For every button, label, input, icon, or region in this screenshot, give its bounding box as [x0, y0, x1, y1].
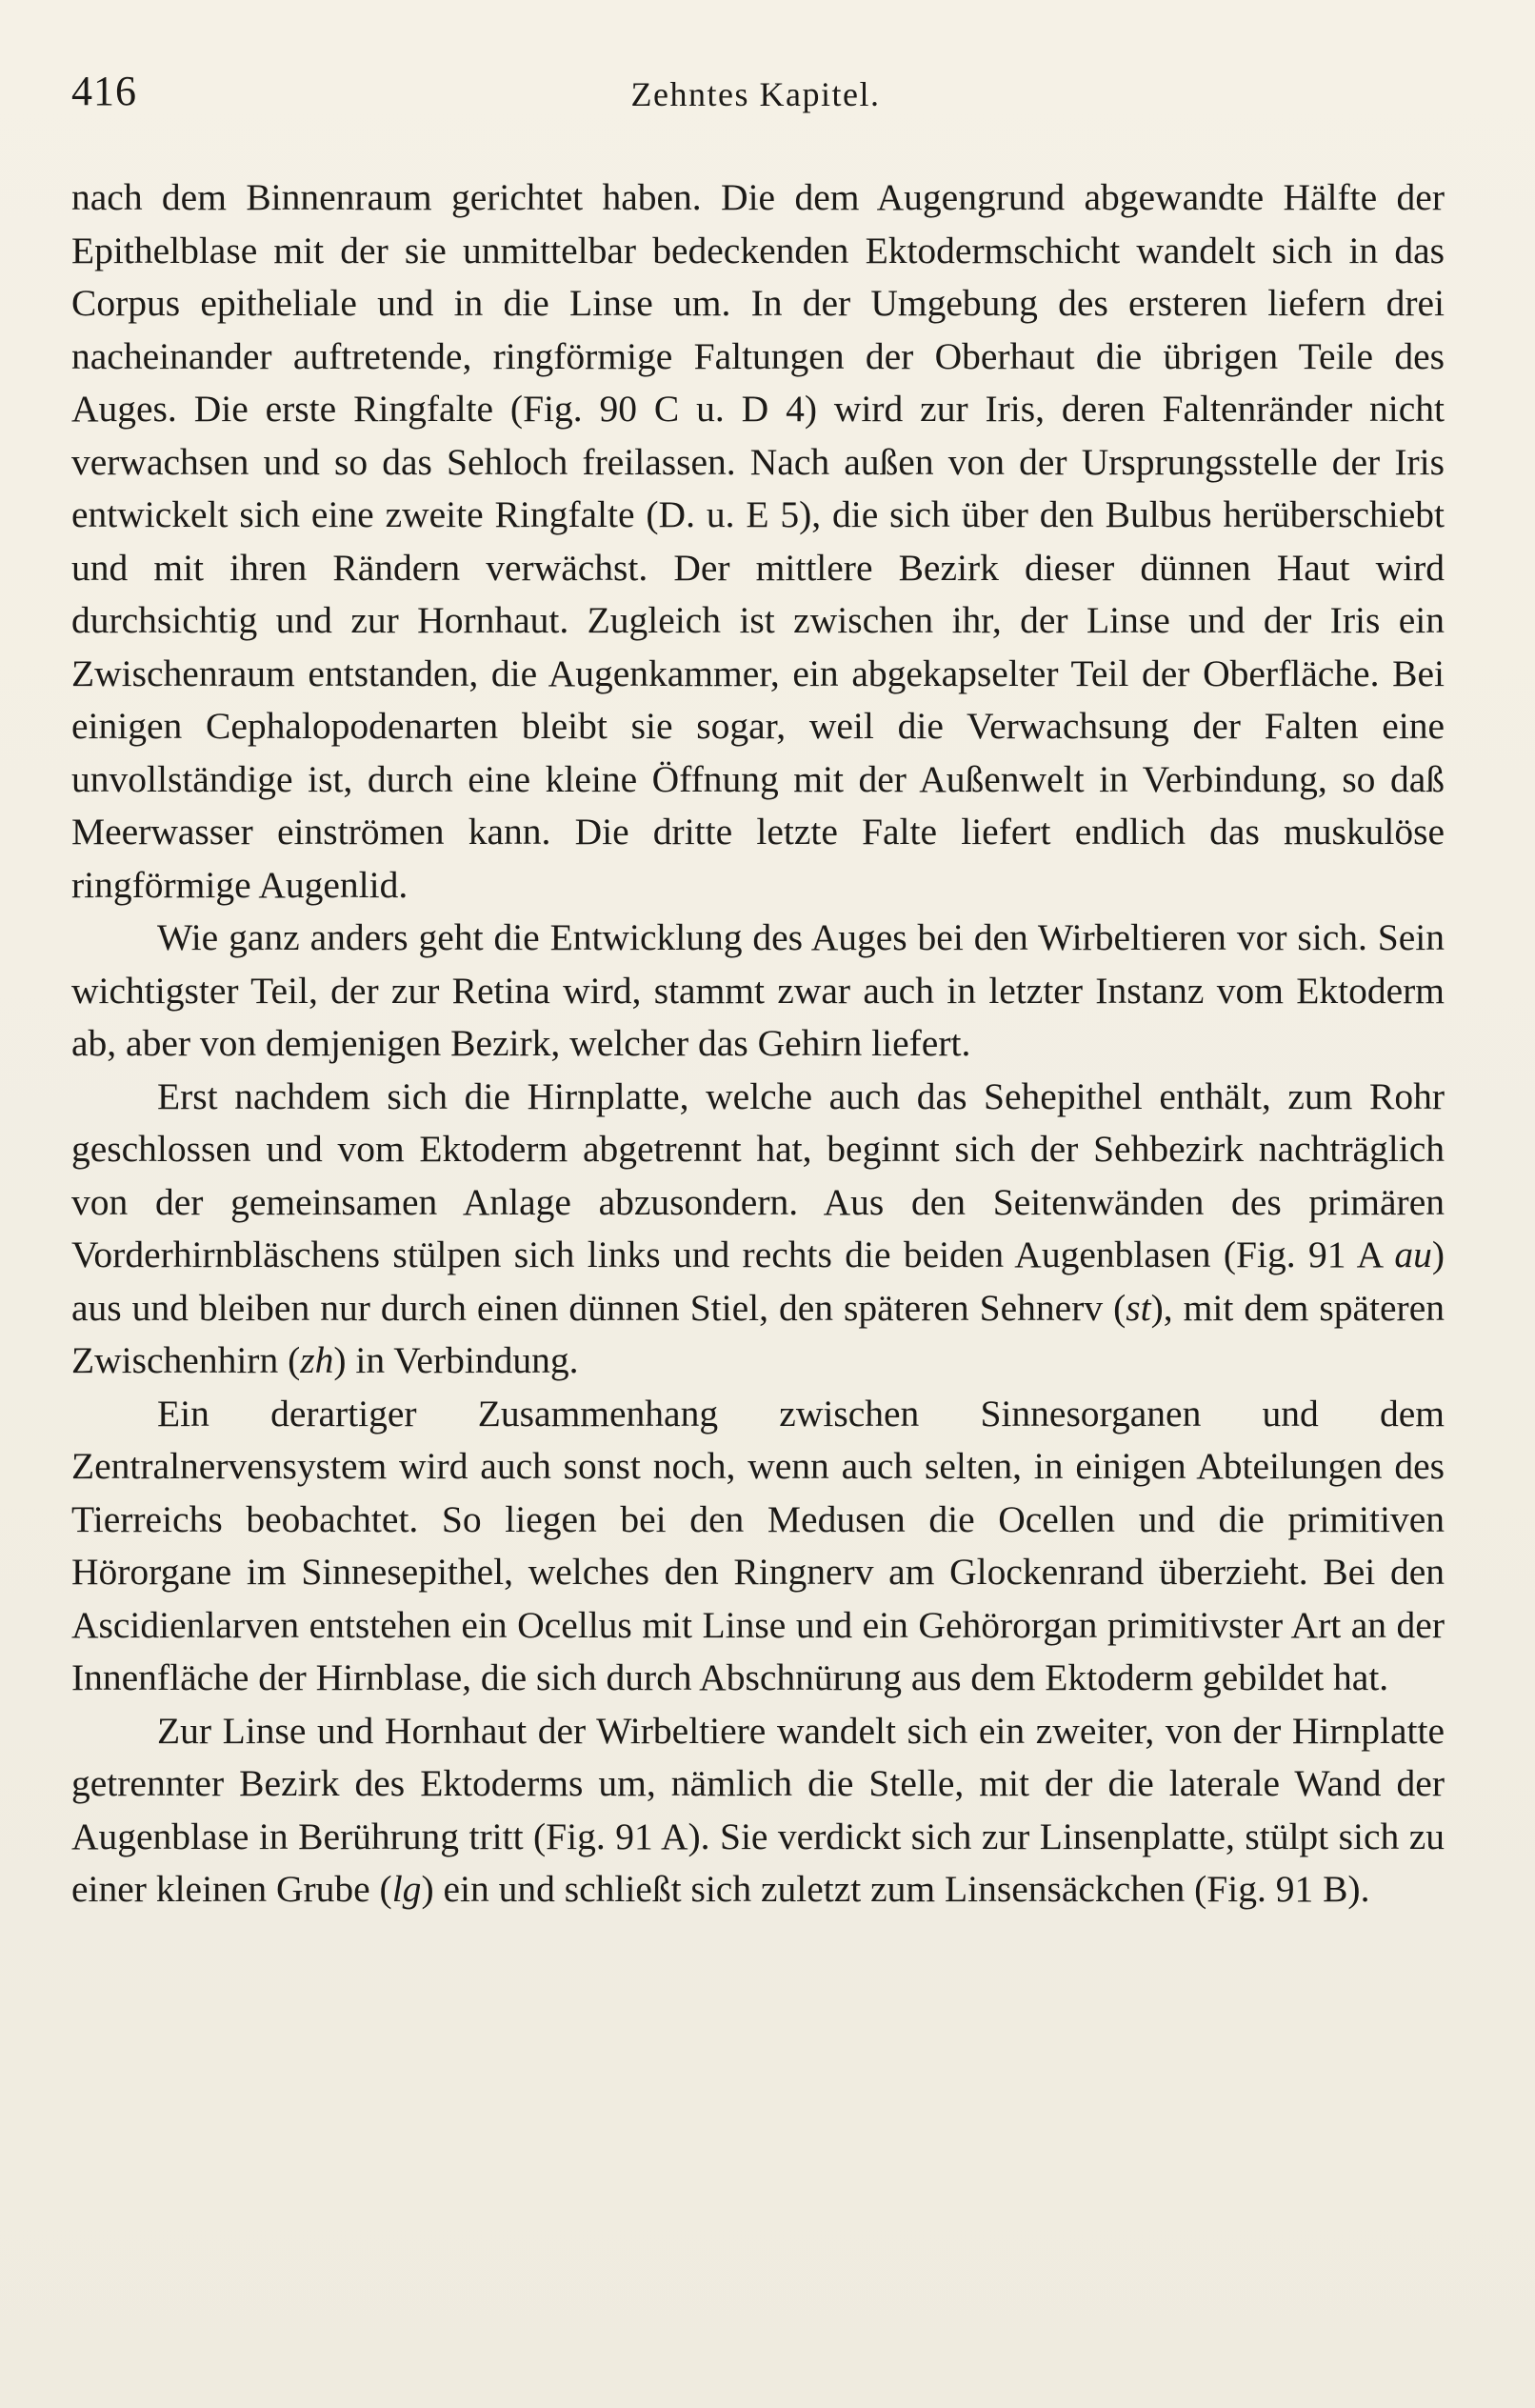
paragraph-4: Ein derartiger Zusammenhang zwischen Sinnesorganen und dem Zentralnervensystem wird auch sonst noch, wenn auch selten, in einigen Abteilungen des Tierreichs beobachtet. So liegen bei den Medusen die Ocellen und die primitiven Hörorgane im Sinnesepithel, welches den Ringnerv am Glockenrand überzieht. Bei den Ascidienlarven entstehen ein Ocellus mit Linse und ein Gehörorgan primitivster Art an der Innenfläche der Hirnblase, die sich durch Abschnürung aus dem Ektoderm gebildet hat.	[71, 1392, 1445, 1698]
paragraph-3-text-d: ) in Verbindung.	[333, 1339, 579, 1381]
label-zh: zh	[300, 1339, 334, 1381]
paragraph-3-text-a: Erst nachdem sich die Hirnplatte, welche auch das Sehepithel enthält, zum Rohr geschlossen und vom Ektoderm abgetrennt hat, beginnt sich der Sehbezirk nachträglich von der gemeinsamen Anlage abzusondern. Aus den Seitenwänden des primären Vorderhirnbläschens stülpen sich links und rechts die beiden Augenblasen (Fig. 91 A	[71, 1074, 1445, 1275]
paragraph-5	[71, 1705, 1445, 1916]
paragraph-5-text-b: ) ein und schließt sich zuletzt zum Linsensäckchen (Fig. 91 B).	[421, 1868, 1370, 1910]
page-header	[71, 59, 1440, 126]
label-st: st	[1126, 1286, 1151, 1329]
page-body	[71, 171, 1445, 1916]
paragraph-3-text-b: ) aus und bleiben nur durch einen dünnen Stiel, den späteren Sehnerv (	[71, 1234, 1445, 1329]
label-lg: lg	[391, 1868, 422, 1910]
paragraph-1: nach dem Binnenraum gerichtet haben. Die dem Augengrund abgewandte Hälfte der Epithelblase mit der sie unmittelbar bedeckenden Ektodermschicht wandelt sich in das Corpus epitheliale und in die Linse um. In der Umgebung des ersteren liefern drei nacheinander auftretende, ringförmige Faltungen der Oberhaut die übrigen Teile des Auges. Die erste Ringfalte (Fig. 90 C u. D 4) wird zur Iris, deren Faltenränder nicht verwachsen und so das Sehloch freilassen. Nach außen von der Ursprungsstelle der Iris entwickelt sich eine zweite Ringfalte (D. u. E 5), die sich über den Bulbus herüberschiebt und mit ihren Rändern verwächst. Der mittlere Bezirk dieser dünnen Haut wird durchsichtig und zur Hornhaut. Zugleich ist zwischen ihr, der Linse und der Iris ein Zwischenraum entstanden, die Augenkammer, ein abgekapselter Teil der Oberfläche. Bei einigen Cephalopodenarten bleibt sie sogar, weil die Verwachsung der Falten eine unvollständige ist, durch eine kleine Öffnung mit der Außenwelt in Verbindung, so daß Meerwasser einströmen kann. Die dritte letzte Falte liefert endlich das muskulöse ringförmige Augenlid.	[71, 176, 1445, 906]
paragraph-2: Wie ganz anders geht die Entwicklung des Auges bei den Wirbeltieren vor sich. Sein wichtigster Teil, der zur Retina wird, stammt zwar auch in letzter Instanz vom Ektoderm ab, aber von demjenigen Bezirk, welcher das Gehirn liefert.	[71, 916, 1445, 1064]
paragraph-3-text-c: ), mit dem späteren Zwischenhirn (	[71, 1286, 1445, 1381]
label-au: au	[1394, 1234, 1432, 1275]
paragraph-3	[71, 1071, 1445, 1388]
running-title: Zehntes Kapitel.	[630, 75, 881, 113]
page-number: 416	[71, 68, 137, 114]
paragraph-5-text-a: Zur Linse und Hornhaut der Wirbeltiere wandelt sich ein zweiter, von der Hirnplatte getrennter Bezirk des Ektoderms um, nämlich die Stelle, mit der die laterale Wand der Augenblase in Berührung tritt (Fig. 91 A). Sie verdickt sich zur Linsenplatte, stülpt sich zu einer kleinen Grube (	[71, 1709, 1445, 1910]
